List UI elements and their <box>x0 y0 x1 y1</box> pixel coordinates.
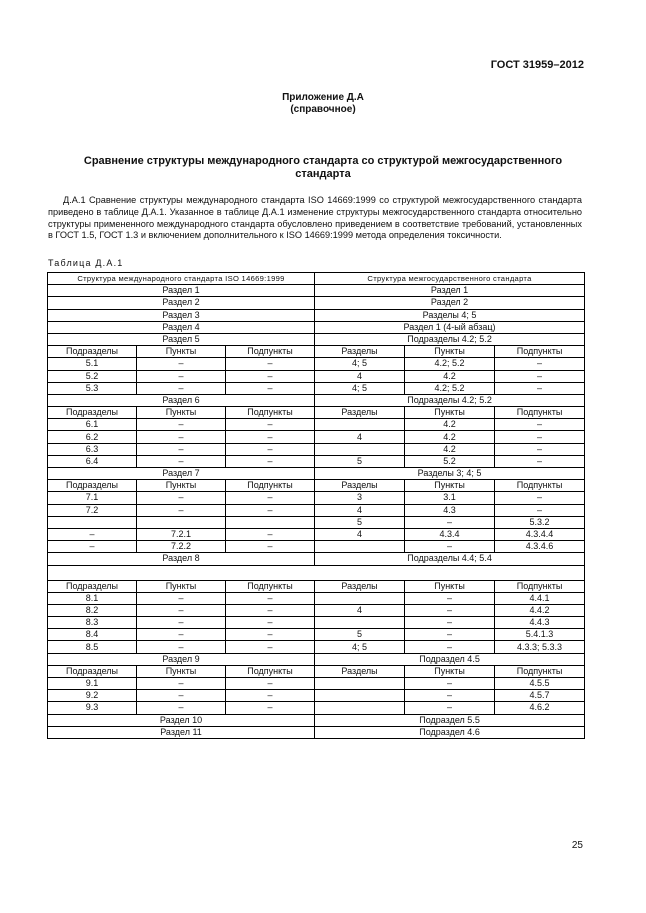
table-cell: – <box>226 370 315 382</box>
table-cell: – <box>137 604 226 616</box>
table-cell: – <box>495 492 585 504</box>
section-row <box>48 553 585 565</box>
table-cell: 4; 5 <box>315 641 405 653</box>
table-row <box>48 641 585 653</box>
table-cell: 7.2.2 <box>137 541 226 553</box>
table-cell: 7.2.1 <box>137 528 226 540</box>
table-cell: – <box>137 504 226 516</box>
table-cell <box>226 516 315 528</box>
table-cell: 4.3.4.6 <box>495 541 585 553</box>
appendix-heading <box>0 92 646 116</box>
table-cell <box>315 690 405 702</box>
subheader-cell: Пункты <box>405 665 495 677</box>
table-cell: 9.1 <box>48 678 137 690</box>
table-cell: – <box>137 358 226 370</box>
table-row <box>48 516 585 528</box>
table-cell: 4.2 <box>405 419 495 431</box>
table-cell: – <box>405 516 495 528</box>
table-cell: 4 <box>315 370 405 382</box>
header-interstate: Структура межгосударственного стандарта <box>315 273 585 285</box>
table-cell: 5.2 <box>405 455 495 467</box>
subheader-cell: Подразделы <box>48 346 137 358</box>
table-cell: – <box>405 641 495 653</box>
table-cell <box>48 516 137 528</box>
table-cell: 4.3.4 <box>405 528 495 540</box>
section-cell-left: Раздел 5 <box>48 333 315 345</box>
table-cell: – <box>226 541 315 553</box>
section-cell-right: Подраздел 5.5 <box>315 714 585 726</box>
table-cell: 8.1 <box>48 592 137 604</box>
subheader-cell: Подразделы <box>48 665 137 677</box>
table-cell: 5.4.1.3 <box>495 629 585 641</box>
subheader-cell: Разделы <box>315 346 405 358</box>
table-cell: – <box>226 431 315 443</box>
section-row <box>48 333 585 345</box>
section-title <box>60 155 586 181</box>
table-cell: 7.1 <box>48 492 137 504</box>
section-row <box>48 726 585 738</box>
subheader-cell: Разделы <box>315 665 405 677</box>
subheader-cell: Разделы <box>315 480 405 492</box>
table-cell: 4.6.2 <box>495 702 585 714</box>
table-cell: – <box>137 641 226 653</box>
table-cell: 5.1 <box>48 358 137 370</box>
section-cell-left: Раздел 8 <box>48 553 315 565</box>
comparison-table <box>47 272 585 739</box>
section-row <box>48 468 585 480</box>
table-cell: 4 <box>315 504 405 516</box>
subheader-cell: Пункты <box>137 665 226 677</box>
header-international: Структура международного стандарта ISO 14669:1999 <box>48 273 315 285</box>
table-row <box>48 382 585 394</box>
table-row <box>48 528 585 540</box>
section-cell-right: Раздел 1 <box>315 285 585 297</box>
table-cell: 3.1 <box>405 492 495 504</box>
subheader-cell: Подпункты <box>495 346 585 358</box>
table-cell: 4.4.2 <box>495 604 585 616</box>
table-cell: – <box>405 678 495 690</box>
subheader-row <box>48 580 585 592</box>
section-cell-left: Раздел 1 <box>48 285 315 297</box>
table-cell: – <box>137 702 226 714</box>
section-row <box>48 653 585 665</box>
table-cell <box>315 592 405 604</box>
section-cell-left: Раздел 7 <box>48 468 315 480</box>
subheader-cell: Подразделы <box>48 580 137 592</box>
subheader-row <box>48 346 585 358</box>
table-cell: 9.2 <box>48 690 137 702</box>
table-cell: – <box>226 702 315 714</box>
table-cell: – <box>226 504 315 516</box>
table-row <box>48 629 585 641</box>
subheader-cell: Разделы <box>315 580 405 592</box>
table-cell: – <box>226 604 315 616</box>
table-cell: – <box>137 382 226 394</box>
table-cell <box>315 541 405 553</box>
table-row <box>48 604 585 616</box>
subheader-cell: Подпункты <box>226 407 315 419</box>
table-cell: – <box>48 541 137 553</box>
table-cell: 6.4 <box>48 455 137 467</box>
subheader-cell: Подразделы <box>48 480 137 492</box>
table-row <box>48 358 585 370</box>
table-cell: 8.5 <box>48 641 137 653</box>
section-cell-left: Раздел 9 <box>48 653 315 665</box>
section-cell-right: Подраздел 4.6 <box>315 726 585 738</box>
table-cell: – <box>137 492 226 504</box>
table-row <box>48 431 585 443</box>
table-cell: 4 <box>315 431 405 443</box>
section-cell-right: Подразделы 4.2; 5.2 <box>315 394 585 406</box>
table-cell <box>315 443 405 455</box>
section-row <box>48 285 585 297</box>
table-cell: – <box>226 443 315 455</box>
table-cell: 4.2 <box>405 443 495 455</box>
section-title-line2: стандарта <box>295 168 351 180</box>
subheader-cell: Пункты <box>405 407 495 419</box>
table-cell: – <box>137 370 226 382</box>
table-cell: – <box>495 370 585 382</box>
table-cell: – <box>226 358 315 370</box>
subheader-cell: Пункты <box>137 346 226 358</box>
section-cell-right: Разделы 3; 4; 5 <box>315 468 585 480</box>
page-number: 25 <box>571 840 583 851</box>
table-cell: – <box>495 358 585 370</box>
table-cell: 4.3 <box>405 504 495 516</box>
table-cell: – <box>226 690 315 702</box>
section-cell-right: Подразделы 4.2; 5.2 <box>315 333 585 345</box>
subheader-cell: Подпункты <box>226 480 315 492</box>
section-cell-right: Раздел 2 <box>315 297 585 309</box>
table-cell: 5 <box>315 455 405 467</box>
table-cell: – <box>405 592 495 604</box>
section-cell-left: Раздел 3 <box>48 309 315 321</box>
table-row <box>48 541 585 553</box>
table-cell: – <box>226 678 315 690</box>
subheader-row <box>48 407 585 419</box>
table-row <box>48 443 585 455</box>
table-caption: Таблица Д.А.1 <box>48 258 124 268</box>
table-header-row <box>48 273 585 285</box>
section-cell-right: Подраздел 4.5 <box>315 653 585 665</box>
table-cell: – <box>226 382 315 394</box>
table-cell: – <box>495 419 585 431</box>
subheader-cell: Пункты <box>405 580 495 592</box>
subheader-row <box>48 480 585 492</box>
table-cell: – <box>226 629 315 641</box>
section-row <box>48 394 585 406</box>
section-row <box>48 309 585 321</box>
table-cell: 4.2; 5.2 <box>405 358 495 370</box>
table-cell: 8.3 <box>48 617 137 629</box>
table-cell: – <box>495 455 585 467</box>
table-cell: 6.1 <box>48 419 137 431</box>
table-cell: 4.4.1 <box>495 592 585 604</box>
table-cell: 5 <box>315 516 405 528</box>
table-cell: – <box>226 528 315 540</box>
table-cell: 4 <box>315 528 405 540</box>
subheader-cell: Подпункты <box>495 665 585 677</box>
table-cell: – <box>137 419 226 431</box>
section-cell-left: Раздел 6 <box>48 394 315 406</box>
table-cell: 8.4 <box>48 629 137 641</box>
intro-paragraph: Д.А.1 Сравнение структуры международного стандарта ISO 14669:1999 со структурой межгосударственного стандарта приведено в таблице Д.А.1. Указанное в таблице Д.А.1 изменение структуры межгосударственного стандарта относительно структуры примененного международного стандарта обусловлено приведением в соответствие требований, установленных в ГОСТ 1.5, ГОСТ 1.3 и включением дополнительного к ISO 14669:1999 метода определения токсичности. <box>48 195 582 241</box>
table-cell: – <box>226 641 315 653</box>
table-cell: 4.4.3 <box>495 617 585 629</box>
table-row <box>48 370 585 382</box>
table-cell: – <box>405 629 495 641</box>
table-cell: 4.5.7 <box>495 690 585 702</box>
blank-row <box>48 565 585 580</box>
table-cell: 4.2 <box>405 431 495 443</box>
section-cell-left: Раздел 2 <box>48 297 315 309</box>
table-cell: 8.2 <box>48 604 137 616</box>
table-cell: 4 <box>315 604 405 616</box>
subheader-cell: Подпункты <box>495 480 585 492</box>
table-cell: – <box>405 541 495 553</box>
section-cell-left: Раздел 4 <box>48 321 315 333</box>
table-row <box>48 419 585 431</box>
table-cell: – <box>495 382 585 394</box>
subheader-cell: Подпункты <box>226 665 315 677</box>
table-cell: – <box>137 629 226 641</box>
table-cell: 4.2 <box>405 370 495 382</box>
table-row <box>48 455 585 467</box>
table-cell: 7.2 <box>48 504 137 516</box>
table-cell: – <box>405 690 495 702</box>
table-cell: 4; 5 <box>315 382 405 394</box>
subheader-cell: Пункты <box>137 480 226 492</box>
subheader-cell: Пункты <box>405 346 495 358</box>
table-cell: – <box>137 690 226 702</box>
table-cell: – <box>495 431 585 443</box>
table-cell: 6.2 <box>48 431 137 443</box>
table-cell <box>315 419 405 431</box>
table-cell: – <box>137 443 226 455</box>
section-cell-right: Подразделы 4.4; 5.4 <box>315 553 585 565</box>
table-cell: 5 <box>315 629 405 641</box>
subheader-cell: Подразделы <box>48 407 137 419</box>
table-cell: – <box>226 592 315 604</box>
table-cell: – <box>405 617 495 629</box>
table-row <box>48 678 585 690</box>
table-cell <box>315 702 405 714</box>
table-cell: – <box>137 431 226 443</box>
subheader-cell: Пункты <box>137 580 226 592</box>
table-cell: 4.3.3; 5.3.3 <box>495 641 585 653</box>
table-cell <box>315 617 405 629</box>
subheader-cell: Подпункты <box>495 407 585 419</box>
table-cell: 9.3 <box>48 702 137 714</box>
table-cell: – <box>226 419 315 431</box>
table-row <box>48 617 585 629</box>
subheader-cell: Подпункты <box>226 346 315 358</box>
section-cell-left: Раздел 11 <box>48 726 315 738</box>
table-cell: – <box>226 492 315 504</box>
table-cell: 5.2 <box>48 370 137 382</box>
section-title-line1: Сравнение структуры международного стандарта со структурой межгосударственного <box>83 155 563 167</box>
table-cell: 4; 5 <box>315 358 405 370</box>
table-cell: – <box>226 617 315 629</box>
appendix-title: Приложение Д.А <box>282 92 364 103</box>
table-row <box>48 702 585 714</box>
table-cell: 6.3 <box>48 443 137 455</box>
section-row <box>48 714 585 726</box>
table-cell <box>315 678 405 690</box>
table-row <box>48 492 585 504</box>
subheader-cell: Разделы <box>315 407 405 419</box>
table-cell: 5.3.2 <box>495 516 585 528</box>
subheader-cell: Пункты <box>137 407 226 419</box>
table-cell: 5.3 <box>48 382 137 394</box>
table-cell: 4.5.5 <box>495 678 585 690</box>
subheader-row <box>48 665 585 677</box>
table-row <box>48 504 585 516</box>
section-cell-left: Раздел 10 <box>48 714 315 726</box>
table-cell: – <box>495 504 585 516</box>
document-code: ГОСТ 31959–2012 <box>490 59 584 71</box>
section-cell-right: Разделы 4; 5 <box>315 309 585 321</box>
subheader-cell: Пункты <box>405 480 495 492</box>
table-cell: – <box>137 455 226 467</box>
table-cell: 3 <box>315 492 405 504</box>
table-cell: – <box>405 702 495 714</box>
table-cell: – <box>405 604 495 616</box>
table-cell: – <box>495 443 585 455</box>
table-cell: – <box>137 592 226 604</box>
table-cell: – <box>137 617 226 629</box>
table-cell: – <box>48 528 137 540</box>
section-row <box>48 297 585 309</box>
table-row <box>48 592 585 604</box>
table-cell <box>137 516 226 528</box>
subheader-cell: Подпункты <box>495 580 585 592</box>
table-cell: 4.3.4.4 <box>495 528 585 540</box>
subheader-cell: Подпункты <box>226 580 315 592</box>
blank-cell <box>48 565 585 580</box>
section-row <box>48 321 585 333</box>
table-row <box>48 690 585 702</box>
table-cell: – <box>137 678 226 690</box>
section-cell-right: Раздел 1 (4-ый абзац) <box>315 321 585 333</box>
appendix-subtitle: (справочное) <box>290 104 356 115</box>
table-cell: – <box>226 455 315 467</box>
table-cell: 4.2; 5.2 <box>405 382 495 394</box>
